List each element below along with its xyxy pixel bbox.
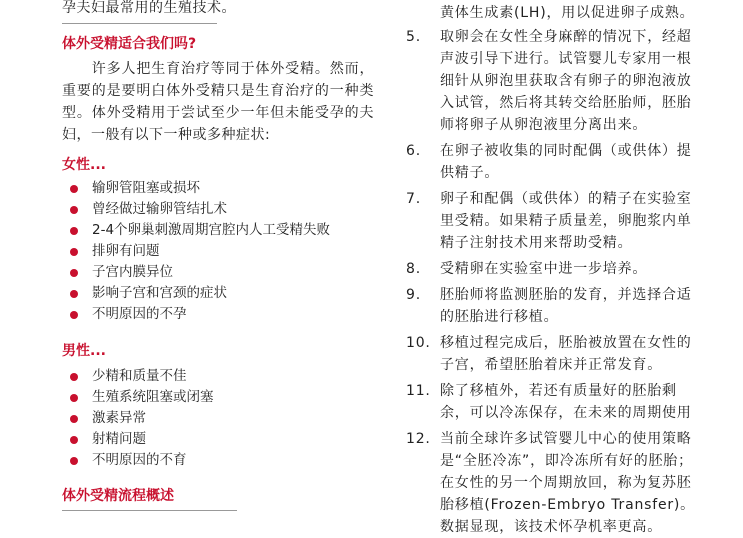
step-text: 卵子和配偶（或供体）的精子在实验室里受精。如果精子质量差，卵胞浆内单精子注射技术用来帮助受精。 — [440, 191, 692, 251]
bullet-icon — [70, 269, 78, 277]
step4-tail: 黄体生成素(LH)，用以促进卵子成熟。 — [440, 5, 695, 21]
list-item — [406, 380, 696, 424]
step-text: 受精卵在实验室中进一步培养。 — [440, 261, 648, 277]
list-item — [406, 258, 696, 280]
bullet-icon — [70, 248, 78, 256]
step-text: 取卵会在女性全身麻醉的情况下，经超声波引导下进行。试管婴儿专家用一根细针从卵泡里获取含有卵子的卵泡液放入试管，然后将其转交给胚胎师，胚胎师将卵子从卵泡液里分离出来。 — [440, 29, 692, 133]
list-item: 排卵有问题 — [62, 241, 374, 262]
step-text: 除了移植外，若还有质量好的胚胎剩余，可以冷冻保存，在未来的周期使用 — [440, 383, 692, 421]
bullet-icon — [70, 415, 78, 423]
step-number: 12. — [406, 431, 431, 447]
step-number: 10. — [406, 335, 431, 351]
ivf-steps-list — [406, 26, 696, 538]
list-item: 输卵管阻塞或损坏 — [62, 178, 374, 199]
divider — [62, 510, 237, 511]
bullet-icon — [70, 206, 78, 214]
section-heading-suitability: 体外受精适合我们吗? — [62, 36, 197, 52]
step-number: 6. — [406, 143, 421, 159]
section-heading-process: 体外受精流程概述 — [62, 488, 174, 504]
left-column — [62, 0, 374, 511]
bullet-icon — [70, 373, 78, 381]
step-text: 在卵子被收集的同时配偶（或供体）提供精子。 — [440, 143, 692, 181]
bullet-icon — [70, 436, 78, 444]
list-item: 2-4个卵巢刺激周期宫腔内人工受精失败 — [62, 220, 374, 241]
bullet-icon — [70, 457, 78, 465]
bullet-icon — [70, 311, 78, 319]
female-heading: 女性... — [62, 157, 106, 173]
bullet-icon — [70, 227, 78, 235]
divider — [62, 23, 217, 24]
step-number: 11. — [406, 383, 431, 399]
list-item: 射精问题 — [62, 429, 374, 450]
list-item — [406, 26, 696, 136]
step-text: 胚胎师将监测胚胎的发育，并选择合适的胚胎进行移植。 — [440, 287, 692, 325]
right-column — [406, 0, 696, 538]
step-number: 5. — [406, 29, 421, 45]
step-number: 7. — [406, 191, 421, 207]
list-item — [406, 428, 696, 538]
bullet-icon — [70, 394, 78, 402]
list-item: 不明原因的不育 — [62, 450, 374, 471]
step-number: 8. — [406, 261, 421, 277]
list-item: 曾经做过输卵管结扎术 — [62, 199, 374, 220]
list-item — [406, 284, 696, 328]
bullet-icon — [70, 185, 78, 193]
male-heading: 男性... — [62, 343, 106, 359]
step-number: 9. — [406, 287, 421, 303]
list-item: 生殖系统阻塞或闭塞 — [62, 387, 374, 408]
list-item: 少精和质量不佳 — [62, 366, 374, 387]
list-item — [406, 332, 696, 376]
list-item: 激素异常 — [62, 408, 374, 429]
male-symptom-list — [62, 366, 374, 471]
step-text: 当前全球许多试管婴儿中心的使用策略是“全胚冷冻”，即冷冻所有好的胚胎；在女性的另一个周期放回，称为复苏胚胎移植(Frozen-Embryo Transfer)。数据显现，该技术怀孕机率更高。 — [440, 431, 695, 535]
list-item: 影响子宫和宫颈的症状 — [62, 283, 374, 304]
list-item — [406, 140, 696, 184]
list-item: 不明原因的不孕 — [62, 304, 374, 325]
intro-tail: 孕夫妇最常用的生殖技术。 — [62, 0, 236, 16]
suitability-paragraph: 许多人把生育治疗等同于体外受精。然而，重要的是要明白体外受精只是生育治疗的一种类型。体外受精用于尝试至少一年但未能受孕的夫妇，一般有以下一种或多种症状: — [62, 61, 374, 143]
female-symptom-list — [62, 178, 374, 325]
list-item — [406, 188, 696, 254]
bullet-icon — [70, 290, 78, 298]
list-item: 子宫内膜异位 — [62, 262, 374, 283]
step-text: 移植过程完成后，胚胎被放置在女性的子宫，希望胚胎着床并正常发育。 — [440, 335, 692, 373]
